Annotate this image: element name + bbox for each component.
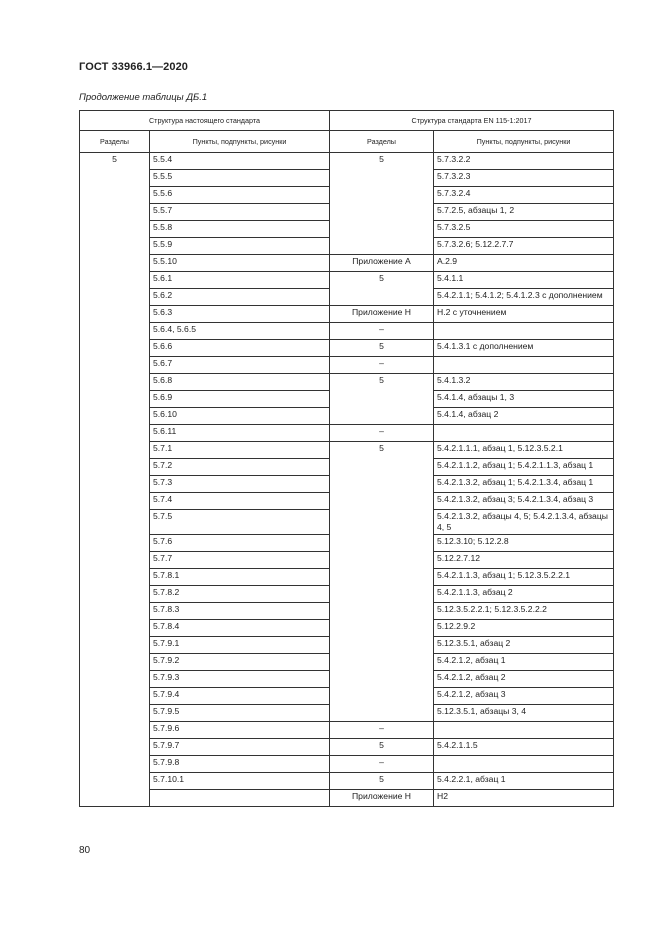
item-cell: 5.5.5 (150, 170, 330, 187)
item-cell: 5.7.10.1 (150, 773, 330, 790)
section-cell (80, 408, 150, 425)
item-en-cell: 5.4.2.1.1.1, абзац 1, 5.12.3.5.2.1 (434, 442, 614, 459)
section-en-cell (330, 586, 434, 603)
table-caption: Продолжение таблицы ДБ.1 (79, 92, 208, 103)
section-en-cell: Приложение А (330, 255, 434, 272)
section-cell (80, 773, 150, 790)
section-en-cell (330, 569, 434, 586)
section-en-cell (330, 620, 434, 637)
section-en-cell: 5 (330, 773, 434, 790)
section-cell (80, 204, 150, 221)
section-en-cell (330, 637, 434, 654)
table-row (80, 705, 614, 722)
section-en-cell (330, 170, 434, 187)
section-en-cell (330, 510, 434, 535)
item-en-cell: 5.12.3.5.1, абзацы 3, 4 (434, 705, 614, 722)
section-en-cell (330, 391, 434, 408)
item-cell: 5.7.9.7 (150, 739, 330, 756)
table-row (80, 790, 614, 807)
section-en-cell: Приложение Н (330, 306, 434, 323)
item-en-cell: 5.7.3.2.6; 5.12.2.7.7 (434, 238, 614, 255)
table-row (80, 722, 614, 739)
item-cell: 5.6.4, 5.6.5 (150, 323, 330, 340)
section-en-cell (330, 476, 434, 493)
item-en-cell (434, 357, 614, 374)
table-row (80, 510, 614, 535)
table-row (80, 357, 614, 374)
section-en-cell: – (330, 357, 434, 374)
section-cell (80, 569, 150, 586)
table-row (80, 493, 614, 510)
item-en-cell: Н.2 с уточнением (434, 306, 614, 323)
section-cell (80, 306, 150, 323)
section-en-cell: – (330, 722, 434, 739)
table-row (80, 255, 614, 272)
table-row (80, 586, 614, 603)
item-cell: 5.6.3 (150, 306, 330, 323)
section-en-cell (330, 289, 434, 306)
table-row (80, 374, 614, 391)
item-en-cell: 5.4.2.2.1, абзац 1 (434, 773, 614, 790)
table-row (80, 323, 614, 340)
correspondence-table (79, 110, 614, 807)
section-cell (80, 272, 150, 289)
section-en-cell: – (330, 425, 434, 442)
section-en-cell: – (330, 756, 434, 773)
section-cell (80, 654, 150, 671)
item-cell: 5.5.8 (150, 221, 330, 238)
section-cell (80, 374, 150, 391)
section-cell (80, 493, 150, 510)
item-cell: 5.7.6 (150, 535, 330, 552)
section-cell (80, 688, 150, 705)
section-cell (80, 187, 150, 204)
item-en-cell: 5.4.1.3.1 с дополнением (434, 340, 614, 357)
section-cell (80, 790, 150, 807)
table-row (80, 204, 614, 221)
section-cell (80, 535, 150, 552)
column-header-items-en: Пункты, подпункты, рисунки (434, 131, 614, 153)
table-row (80, 773, 614, 790)
section-cell (80, 705, 150, 722)
table-row (80, 688, 614, 705)
section-cell (80, 323, 150, 340)
table-row (80, 603, 614, 620)
section-en-cell (330, 493, 434, 510)
table-row (80, 569, 614, 586)
item-cell: 5.6.11 (150, 425, 330, 442)
group-header-left: Структура настоящего стандарта (80, 111, 330, 131)
section-cell (80, 221, 150, 238)
section-en-cell: – (330, 323, 434, 340)
table-row (80, 654, 614, 671)
item-en-cell: 5.4.1.4, абзац 2 (434, 408, 614, 425)
section-cell (80, 357, 150, 374)
item-en-cell: 5.4.2.1.2, абзац 2 (434, 671, 614, 688)
section-cell (80, 289, 150, 306)
group-header-right: Структура стандарта EN 115-1:2017 (330, 111, 614, 131)
item-cell: 5.7.9.6 (150, 722, 330, 739)
item-cell (150, 790, 330, 807)
item-en-cell: 5.4.2.1.1.2, абзац 1; 5.4.2.1.1.3, абзац 1 (434, 459, 614, 476)
table-row (80, 289, 614, 306)
item-en-cell: 5.7.3.2.3 (434, 170, 614, 187)
item-cell: 5.7.9.1 (150, 637, 330, 654)
section-en-cell: 5 (330, 153, 434, 170)
table-row (80, 408, 614, 425)
section-cell (80, 391, 150, 408)
item-cell: 5.7.5 (150, 510, 330, 535)
section-cell (80, 255, 150, 272)
item-en-cell: А.2.9 (434, 255, 614, 272)
item-en-cell (434, 323, 614, 340)
section-en-cell (330, 535, 434, 552)
item-en-cell: 5.7.3.2.4 (434, 187, 614, 204)
item-cell: 5.6.8 (150, 374, 330, 391)
table-row (80, 739, 614, 756)
item-en-cell: 5.7.3.2.2 (434, 153, 614, 170)
table-row (80, 637, 614, 654)
section-cell (80, 552, 150, 569)
table-row (80, 187, 614, 204)
item-en-cell: 5.4.2.1.1.3, абзац 2 (434, 586, 614, 603)
table-row (80, 306, 614, 323)
section-cell (80, 170, 150, 187)
item-en-cell: Н2 (434, 790, 614, 807)
table-row (80, 535, 614, 552)
item-cell: 5.7.9.2 (150, 654, 330, 671)
item-cell: 5.7.8.1 (150, 569, 330, 586)
section-en-cell: 5 (330, 340, 434, 357)
section-en-cell (330, 204, 434, 221)
page-number: 80 (79, 845, 91, 856)
item-cell: 5.7.9.3 (150, 671, 330, 688)
item-en-cell: 5.4.2.1.1.3, абзац 1; 5.12.3.5.2.2.1 (434, 569, 614, 586)
section-cell (80, 340, 150, 357)
item-en-cell: 5.4.2.1.1; 5.4.1.2; 5.4.1.2.3 с дополнением (434, 289, 614, 306)
item-cell: 5.5.4 (150, 153, 330, 170)
column-header-sections: Разделы (80, 131, 150, 153)
section-cell (80, 722, 150, 739)
section-cell (80, 603, 150, 620)
table-row (80, 552, 614, 569)
item-en-cell: 5.4.2.1.3.2, абзац 1; 5.4.2.1.3.4, абзац 1 (434, 476, 614, 493)
item-cell: 5.6.9 (150, 391, 330, 408)
item-cell: 5.7.8.2 (150, 586, 330, 603)
item-cell: 5.7.4 (150, 493, 330, 510)
item-cell: 5.7.1 (150, 442, 330, 459)
section-en-cell (330, 187, 434, 204)
item-en-cell: 5.12.2.7.12 (434, 552, 614, 569)
item-cell: 5.6.2 (150, 289, 330, 306)
item-cell: 5.7.8.4 (150, 620, 330, 637)
section-cell (80, 510, 150, 535)
item-en-cell (434, 756, 614, 773)
item-en-cell: 5.4.2.1.2, абзац 1 (434, 654, 614, 671)
table-row (80, 459, 614, 476)
table-row (80, 238, 614, 255)
item-cell: 5.6.6 (150, 340, 330, 357)
table-row (80, 620, 614, 637)
item-cell: 5.7.7 (150, 552, 330, 569)
item-en-cell: 5.12.3.10; 5.12.2.8 (434, 535, 614, 552)
section-en-cell: 5 (330, 739, 434, 756)
item-en-cell: 5.4.2.1.2, абзац 3 (434, 688, 614, 705)
section-cell (80, 671, 150, 688)
item-en-cell (434, 425, 614, 442)
section-cell (80, 739, 150, 756)
section-en-cell: 5 (330, 442, 434, 459)
section-cell (80, 756, 150, 773)
item-en-cell: 5.4.1.4, абзацы 1, 3 (434, 391, 614, 408)
item-en-cell: 5.4.2.1.1.5 (434, 739, 614, 756)
item-cell: 5.5.9 (150, 238, 330, 255)
item-en-cell: 5.7.3.2.5 (434, 221, 614, 238)
table-row (80, 391, 614, 408)
section-cell (80, 459, 150, 476)
item-en-cell: 5.4.1.3.2 (434, 374, 614, 391)
item-en-cell: 5.4.2.1.3.2, абзац 3; 5.4.2.1.3.4, абзац 3 (434, 493, 614, 510)
section-en-cell (330, 688, 434, 705)
section-en-cell: 5 (330, 272, 434, 289)
table-row (80, 153, 614, 170)
table-row (80, 272, 614, 289)
item-cell: 5.5.7 (150, 204, 330, 221)
section-cell (80, 586, 150, 603)
section-cell (80, 476, 150, 493)
item-cell: 5.6.10 (150, 408, 330, 425)
item-cell: 5.5.6 (150, 187, 330, 204)
section-en-cell (330, 221, 434, 238)
table-row (80, 442, 614, 459)
table-row (80, 425, 614, 442)
section-cell (80, 442, 150, 459)
item-en-cell: 5.4.2.1.3.2, абзацы 4, 5; 5.4.2.1.3.4, абзацы 4, 5 (434, 510, 614, 535)
item-cell: 5.7.8.3 (150, 603, 330, 620)
section-en-cell (330, 459, 434, 476)
section-en-cell (330, 238, 434, 255)
table-row (80, 221, 614, 238)
document-header: ГОСТ 33966.1—2020 (79, 61, 189, 73)
section-en-cell: 5 (330, 374, 434, 391)
item-cell: 5.7.2 (150, 459, 330, 476)
section-en-cell (330, 408, 434, 425)
column-header-sections-en: Разделы (330, 131, 434, 153)
section-cell: 5 (80, 153, 150, 170)
item-cell: 5.7.3 (150, 476, 330, 493)
table-row (80, 170, 614, 187)
section-en-cell (330, 671, 434, 688)
item-en-cell: 5.4.1.1 (434, 272, 614, 289)
table-row (80, 476, 614, 493)
item-en-cell: 5.12.3.5.2.2.1; 5.12.3.5.2.2.2 (434, 603, 614, 620)
table-row (80, 756, 614, 773)
section-cell (80, 238, 150, 255)
column-header-items: Пункты, подпункты, рисунки (150, 131, 330, 153)
section-en-cell: Приложение Н (330, 790, 434, 807)
item-en-cell: 5.12.2.9.2 (434, 620, 614, 637)
section-en-cell (330, 654, 434, 671)
table-row (80, 340, 614, 357)
item-cell: 5.6.7 (150, 357, 330, 374)
section-cell (80, 425, 150, 442)
section-cell (80, 637, 150, 654)
section-en-cell (330, 705, 434, 722)
table-column-header-row (80, 131, 614, 153)
item-cell: 5.7.9.4 (150, 688, 330, 705)
item-cell: 5.7.9.5 (150, 705, 330, 722)
section-en-cell (330, 603, 434, 620)
item-cell: 5.7.9.8 (150, 756, 330, 773)
item-en-cell: 5.7.2.5, абзацы 1, 2 (434, 204, 614, 221)
item-cell: 5.5.10 (150, 255, 330, 272)
section-cell (80, 620, 150, 637)
item-cell: 5.6.1 (150, 272, 330, 289)
table-row (80, 671, 614, 688)
item-en-cell: 5.12.3.5.1, абзац 2 (434, 637, 614, 654)
section-en-cell (330, 552, 434, 569)
table-group-header-row (80, 111, 614, 131)
item-en-cell (434, 722, 614, 739)
